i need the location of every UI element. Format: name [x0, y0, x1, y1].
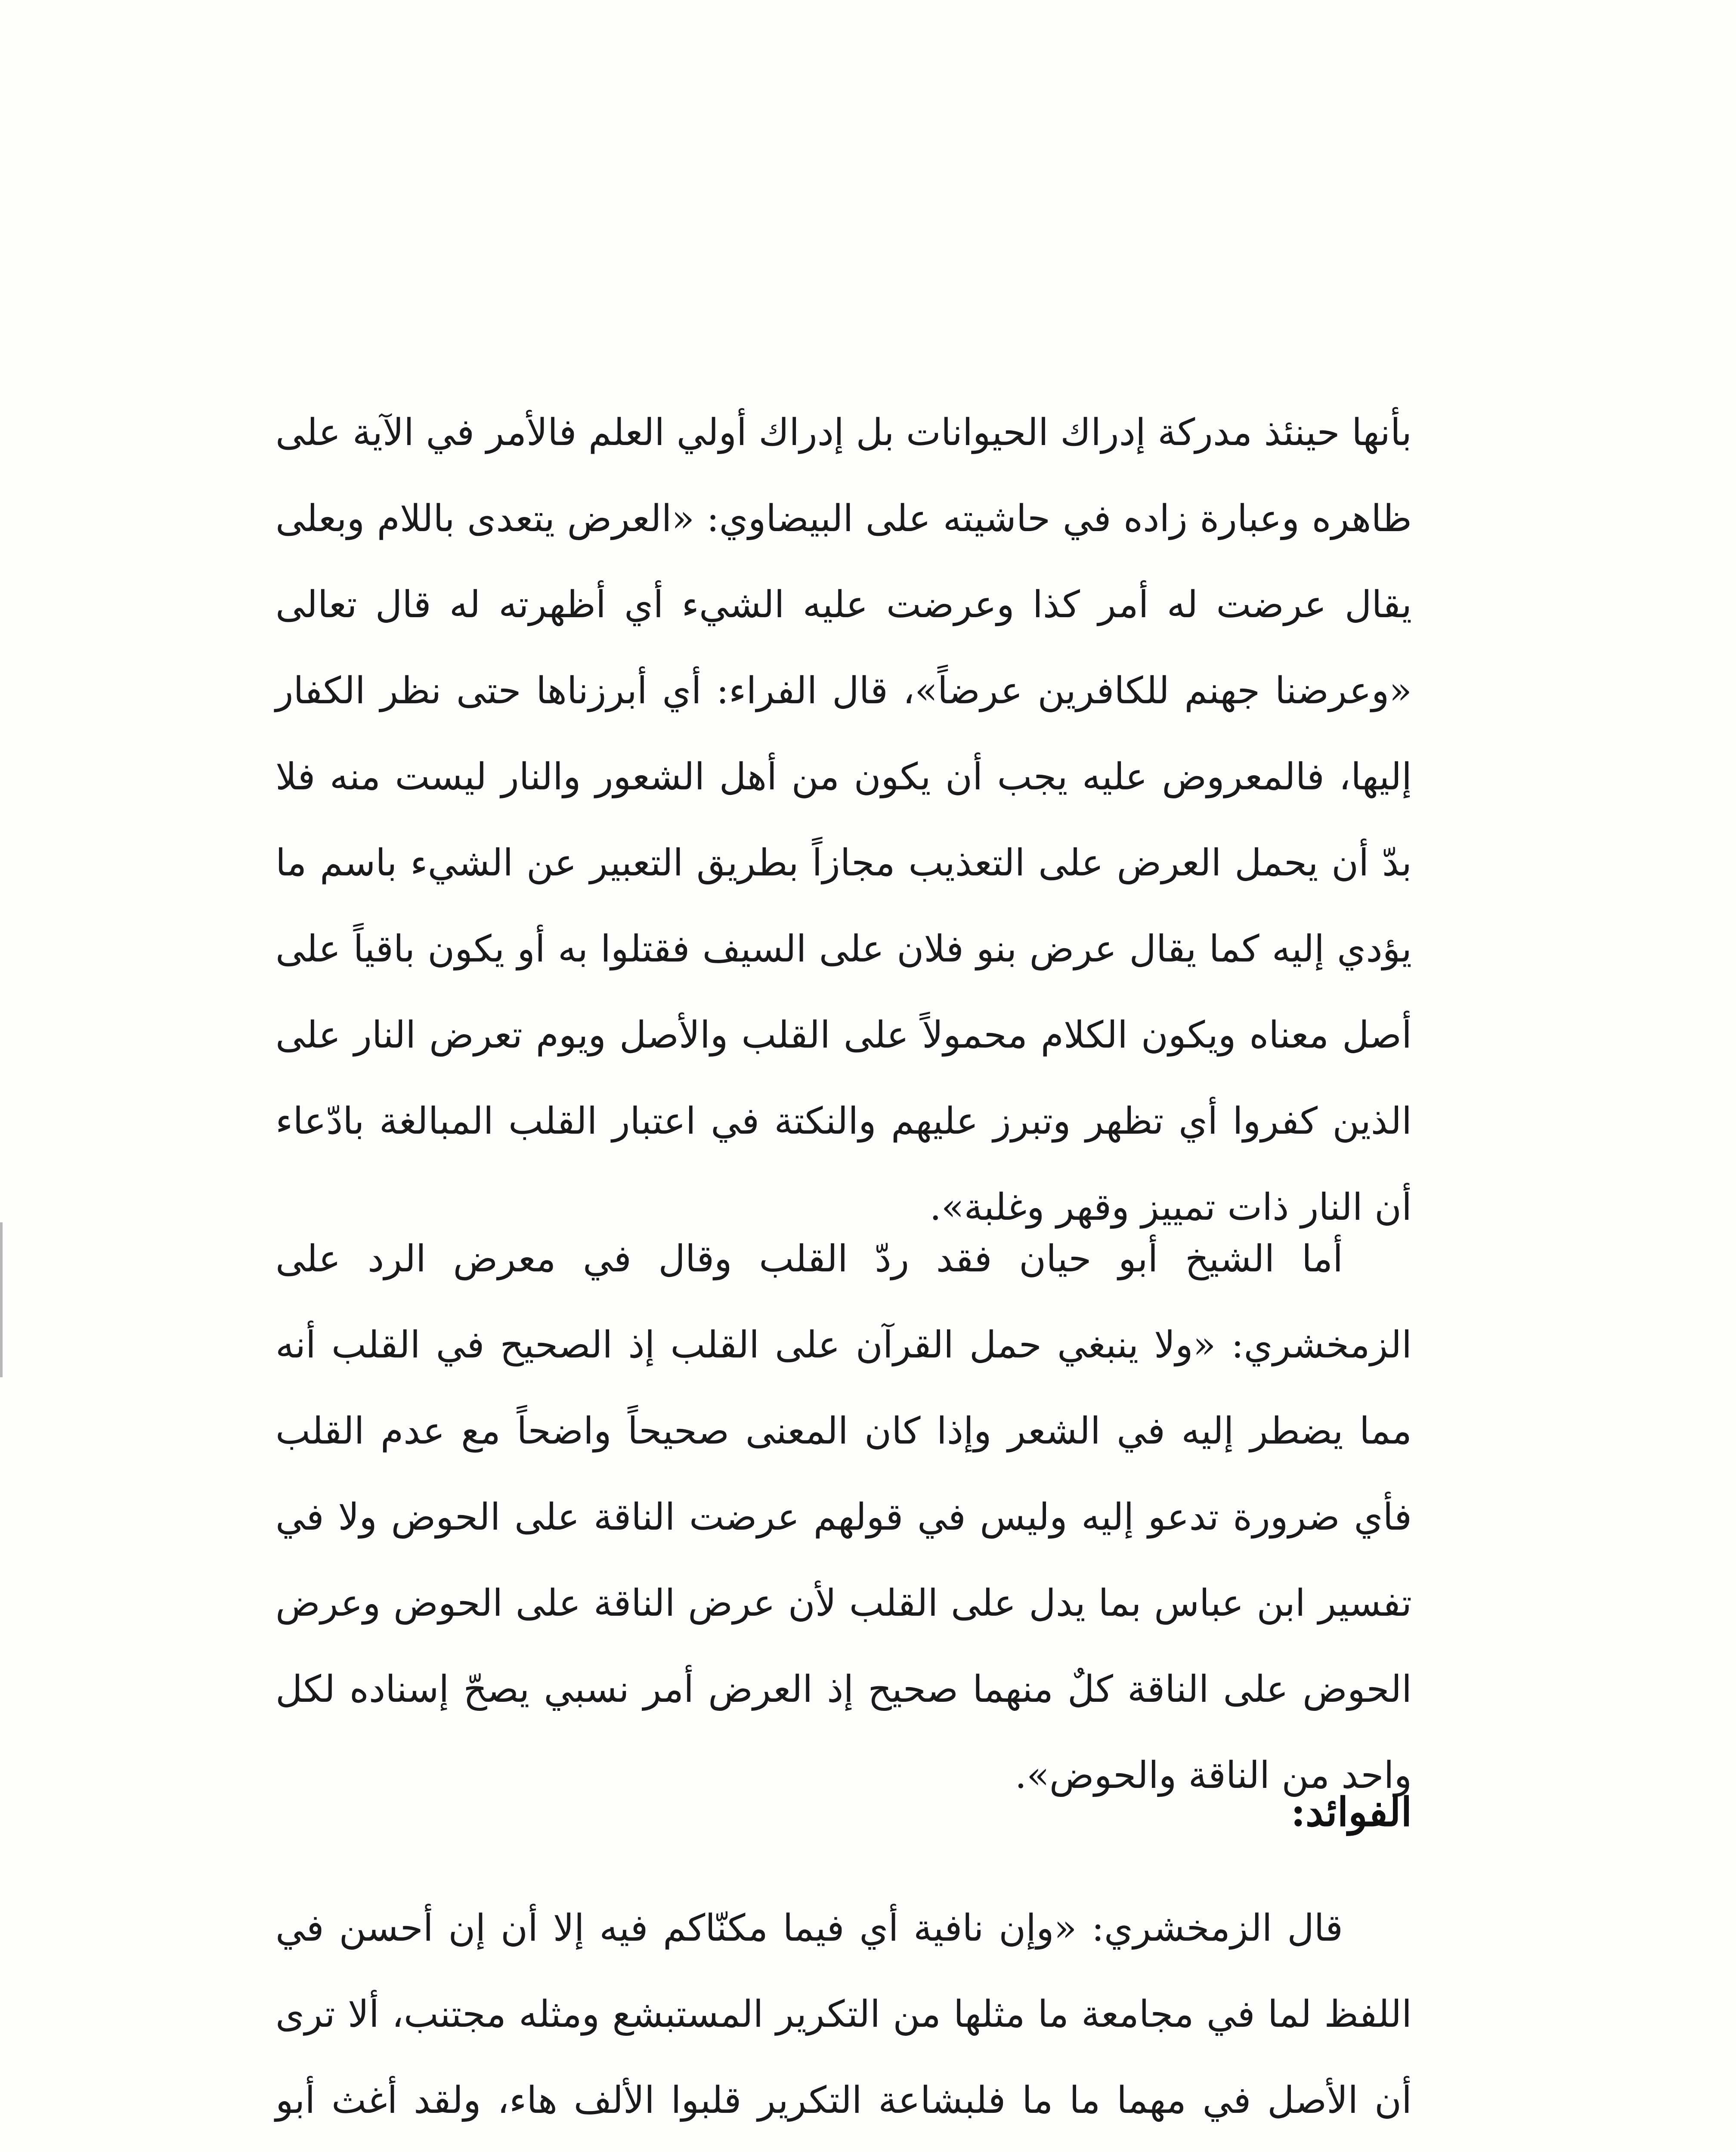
- paragraph-3-text: قال الزمخشري: «وإن نافية أي فيما مكنّاكم فيه إلا أن إن أحسن في اللفظ لما في مجامعة ما مثلها من التكرير المستبشع ومثله مجتنب، ألا ترى أن الأصل في مهما ما ما فلبشاعة التكرير قلبوا الألف هاء، ولقد أغث أبو: [275, 1907, 1412, 2122]
- paragraph-1-text: بأنها حينئذ مدركة إدراك الحيوانات بل إدراك أولي العلم فالأمر في الآية على ظاهره وعبارة زاده في حاشيته على البيضاوي: «العرض يتعدى باللام وبعلى يقال عرضت له أمر كذا وعرضت عليه الشيء أي أظهرته له قال تعالى «وعرضنا جهنم للكافرين عرضاً»، قال الفراء: أي أبرزناها حتى نظر الكفار إليها، فالمعروض عليه يجب أن يكون من أهل الشعور والنار ليست منه فلا بدّ أن يحمل العرض على التعذيب مجازاً بطريق التعبير عن الشيء باسم ما يؤدي إليه كما يقال عرض بنو فلان على السيف فقتلوا به أو يكون باقياً على أصل معناه ويكون الكلام محمولاً على القلب والأصل ويوم تعرض النار على الذين كفروا أي تظهر وتبرز عليهم والنكتة في اعتبار القلب المبالغة بادّعاء أن النار ذات تمييز وقهر وغلبة».: [275, 411, 1412, 1229]
- paragraph-3: [275, 1885, 1412, 2152]
- scan-margin-line: [0, 1222, 3, 1377]
- paragraph-1: [275, 390, 1412, 1250]
- paragraph-2-text: أما الشيخ أبو حيان فقد ردّ القلب وقال في معرض الرد على الزمخشري: «ولا ينبغي حمل القرآن على القلب إذ الصحيح في القلب أنه مما يضطر إليه في الشعر وإذا كان المعنى صحيحاً واضحاً مع عدم القلب فأي ضرورة تدعو إليه وليس في قولهم عرضت الناقة على الحوض ولا في تفسير ابن عباس بما يدل على القلب لأن عرض الناقة على الحوض وعرض الحوض على الناقة كلٌ منهما صحيح إذ العرض أمر نسبي يصحّ إسناده لكل واحد من الناقة والحوض».: [275, 1237, 1412, 1797]
- paragraph-2: [275, 1216, 1412, 1818]
- section-heading: الفوائد:: [1290, 1789, 1412, 1835]
